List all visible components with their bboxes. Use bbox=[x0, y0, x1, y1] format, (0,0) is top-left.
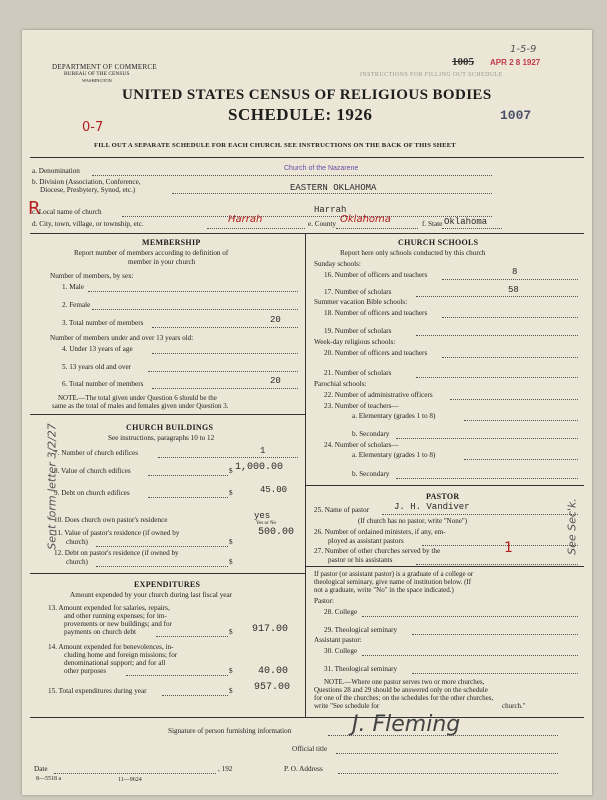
q14-dollar: $ bbox=[229, 667, 233, 675]
q11-label-2: church) bbox=[66, 538, 88, 546]
official-title-label: Official title bbox=[292, 745, 328, 753]
q9-dollar: $ bbox=[229, 489, 233, 497]
parochial-schools-label: Parochial schools: bbox=[314, 380, 367, 388]
city-name: WASHINGTON bbox=[82, 78, 112, 83]
expenditures-sub: Amount expended by your church during last fiscal year bbox=[70, 591, 233, 599]
q23b-label: b. Secondary bbox=[352, 430, 390, 438]
age-head-label: Number of members under and over 13 years old: bbox=[50, 334, 194, 342]
q8-dollar: $ bbox=[229, 467, 233, 475]
by-sex-label: Number of members, by sex: bbox=[50, 272, 134, 280]
membership-note-2: same as the total of males and females given under Question 3. bbox=[52, 402, 229, 410]
q24-label: 24. Number of scholars— bbox=[324, 441, 399, 449]
margin-code: 0-7 bbox=[82, 120, 104, 135]
q18-label: 18. Number of officers and teachers bbox=[324, 309, 428, 317]
stamped-number: 1007 bbox=[500, 108, 532, 123]
signature[interactable]: J. Fleming bbox=[352, 712, 461, 737]
q14-label-b: cluding home and foreign missions; for bbox=[64, 651, 178, 659]
q19-label: 19. Number of scholars bbox=[324, 327, 392, 335]
q30-label: 30. College bbox=[324, 647, 358, 655]
denomination-value[interactable]: Church of the Nazarene bbox=[284, 165, 359, 172]
po-address-label: P. O. Address bbox=[284, 765, 323, 773]
q23-label: 23. Number of teachers— bbox=[324, 402, 399, 410]
q11-dollar: $ bbox=[229, 538, 233, 546]
pastor-sub-label: Pastor: bbox=[314, 597, 334, 605]
q15-value[interactable]: 957.00 bbox=[254, 682, 291, 693]
q13-label-d: payments on church debt bbox=[64, 628, 137, 636]
assistant-pastor-label: Assistant pastor: bbox=[314, 636, 362, 644]
q3-value[interactable]: 20 bbox=[270, 315, 281, 325]
q27-value[interactable]: 1 bbox=[504, 540, 513, 556]
q26-label-b: ployed as assistant pastors bbox=[328, 537, 404, 545]
schools-sub: Report here only schools conducted by this church bbox=[340, 249, 486, 257]
city-value[interactable]: Harrah bbox=[228, 214, 263, 225]
q13-dollar: $ bbox=[229, 628, 233, 636]
schedule-title: SCHEDULE: 1926 bbox=[228, 105, 373, 124]
graduate-note-3: not a graduate, write "No" in the space indicated.) bbox=[314, 586, 454, 594]
instruction-line: FILL OUT A SEPARATE SCHEDULE FOR EACH CHURCH. SEE INSTRUCTIONS ON THE BACK OF THIS SHEET bbox=[94, 142, 456, 149]
q7-value[interactable]: 1 bbox=[260, 446, 266, 456]
membership-sub-2: member in your church bbox=[128, 258, 196, 266]
buildings-sub: See instructions, paragraphs 10 to 12 bbox=[108, 434, 215, 442]
q3-label: 3. Total number of members bbox=[62, 319, 144, 327]
q16-label: 16. Number of officers and teachers bbox=[324, 271, 428, 279]
q25-label: 25. Name of pastor bbox=[314, 506, 370, 514]
membership-note-1: NOTE.—The total given under Question 6 should be the bbox=[58, 394, 217, 402]
date-label: Date bbox=[34, 765, 48, 773]
q16-value[interactable]: 8 bbox=[512, 267, 518, 277]
q14-label-c: denominational support; and for all bbox=[64, 659, 166, 667]
q22-label: 22. Number of administrative officers bbox=[324, 391, 433, 399]
q13-value[interactable]: 917.00 bbox=[252, 624, 289, 635]
division-label: b. Division (Association, Conference, bbox=[32, 178, 141, 186]
local-name-value[interactable]: Harrah bbox=[314, 205, 347, 215]
pastor-note-1: NOTE.—Where one pastor serves two or more churches, bbox=[324, 678, 485, 686]
q11-value[interactable]: 500.00 bbox=[258, 527, 295, 538]
page-title: UNITED STATES CENSUS OF RELIGIOUS BODIES bbox=[122, 87, 492, 103]
received-stamp: APR 2 8 1927 bbox=[490, 58, 541, 67]
q25-note: (If church has no pastor, write "None") bbox=[358, 517, 468, 525]
q2-label: 2. Female bbox=[62, 301, 91, 309]
pastor-note-4: write "See schedule for bbox=[314, 702, 380, 710]
form-number: 8—5518 a bbox=[36, 776, 62, 782]
q31-label: 31. Theological seminary bbox=[324, 665, 398, 673]
division-value[interactable]: EASTERN OKLAHOMA bbox=[290, 183, 377, 193]
q12-label-2: church) bbox=[66, 558, 88, 566]
sunday-schools-label: Sunday schools: bbox=[314, 260, 361, 268]
q15-dollar: $ bbox=[229, 687, 233, 695]
margin-mark: R bbox=[28, 198, 41, 219]
q13-label-c: provements or new buildings; and for bbox=[64, 620, 172, 628]
q9-label: 9. Debt on church edifices bbox=[54, 489, 130, 497]
left-margin-note: Sent form letter 3/2/27 bbox=[45, 423, 59, 550]
q20-label: 20. Number of officers and teachers bbox=[324, 349, 428, 357]
county-label: e. County bbox=[308, 220, 336, 228]
state-value[interactable]: Oklahoma bbox=[444, 217, 488, 227]
q8-value[interactable]: 1,000.00 bbox=[235, 462, 284, 473]
q4-label: 4. Under 13 years of age bbox=[62, 345, 133, 353]
graduate-note-2: theological seminary, give name of institution below. (If bbox=[314, 578, 472, 586]
faint-show-through: INSTRUCTIONS FOR FILLING OUT SCHEDULE bbox=[360, 72, 503, 78]
print-number: 11—9624 bbox=[118, 777, 142, 783]
q12-dollar: $ bbox=[229, 558, 233, 566]
q6-value[interactable]: 20 bbox=[270, 376, 281, 386]
q11-label: 11. Value of pastor's residence (if owned by bbox=[54, 529, 180, 537]
q1-label: 1. Male bbox=[62, 283, 84, 291]
q7-label: 7. Number of church edifices bbox=[54, 449, 139, 457]
q10-value[interactable]: yes bbox=[254, 511, 271, 521]
q26-label-a: 26. Number of ordained ministers, if any, em- bbox=[314, 528, 446, 536]
yes-or-no-caption: Yes or No bbox=[256, 521, 277, 526]
membership-sub-1: Report number of members according to definition of bbox=[74, 249, 229, 257]
q14-label-d: other purposes bbox=[64, 667, 107, 675]
q29-label: 29. Theological seminary bbox=[324, 626, 398, 634]
buildings-title: CHURCH BUILDINGS bbox=[126, 423, 214, 432]
q6-label: 6. Total number of members bbox=[62, 380, 144, 388]
q21-label: 21. Number of scholars bbox=[324, 369, 392, 377]
schools-title: CHURCH SCHOOLS bbox=[398, 238, 479, 247]
q15-label: 15. Total expenditures during year bbox=[48, 687, 147, 695]
q24b-label: b. Secondary bbox=[352, 470, 390, 478]
city-label: d. City, town, village, or township, etc. bbox=[32, 220, 144, 228]
q10-label: 10. Does church own pastor's residence bbox=[54, 516, 168, 524]
pastor-note-3: for one of the churches; on the schedules for the other churches, bbox=[314, 694, 494, 702]
q5-label: 5. 13 years old and over bbox=[62, 363, 132, 371]
q13-label-a: 13. Amount expended for salaries, repairs, bbox=[48, 604, 170, 612]
expenditures-title: EXPENDITURES bbox=[134, 580, 201, 589]
q17-label: 17. Number of scholars bbox=[324, 288, 392, 296]
q14-label-a: 14. Amount expended for benevolences, in- bbox=[48, 643, 174, 651]
right-margin-note: See Sec'k. bbox=[565, 498, 579, 555]
q27-label-b: pastor or his assistants bbox=[328, 556, 393, 564]
denomination-label: a. Denomination bbox=[32, 167, 80, 175]
q9-value[interactable]: 45.00 bbox=[260, 485, 288, 495]
census-schedule-sheet bbox=[22, 30, 592, 795]
q12-label: 12. Debt on pastor's residence (if owned by bbox=[54, 549, 179, 557]
q23a-label: a. Elementary (grades 1 to 8) bbox=[352, 412, 436, 420]
local-name-label: c. Local name of church bbox=[32, 208, 102, 216]
graduate-note-1: If pastor (or assistant pastor) is a graduate of a college or bbox=[314, 570, 474, 578]
state-label: f. State bbox=[422, 220, 443, 228]
q14-value[interactable]: 40.00 bbox=[258, 666, 289, 677]
q25-value[interactable]: J. H. Vandiver bbox=[394, 502, 470, 512]
q27-label-a: 27. Number of other churches served by the bbox=[314, 547, 441, 555]
weekday-schools-label: Week-day religious schools: bbox=[314, 338, 396, 346]
membership-title: MEMBERSHIP bbox=[142, 238, 201, 247]
department-name: DEPARTMENT OF COMMERCE bbox=[52, 63, 157, 71]
signature-label: Signature of person furnishing information bbox=[168, 727, 292, 735]
summer-schools-label: Summer vacation Bible schools: bbox=[314, 298, 408, 306]
q24a-label: a. Elementary (grades 1 to 8) bbox=[352, 451, 436, 459]
struck-number: 1005 bbox=[452, 56, 474, 68]
pastor-title: PASTOR bbox=[426, 492, 460, 501]
division-label-2: Diocese, Presbytery, Synod, etc.) bbox=[40, 186, 136, 194]
handwritten-date: 1-5-9 bbox=[510, 44, 537, 55]
bureau-name: BUREAU OF THE CENSUS bbox=[64, 71, 130, 77]
q17-value[interactable]: 58 bbox=[508, 285, 519, 295]
q28-label: 28. College bbox=[324, 608, 358, 616]
county-value[interactable]: Oklahoma bbox=[340, 214, 391, 225]
q13-label-b: and other running expenses; for im- bbox=[64, 612, 167, 620]
q8-label: 8. Value of church edifices bbox=[54, 467, 131, 475]
year-label: , 192 bbox=[218, 765, 233, 773]
pastor-note-2: Questions 28 and 29 should be answered only on the schedule bbox=[314, 686, 488, 694]
pastor-note-5: church." bbox=[502, 702, 526, 710]
